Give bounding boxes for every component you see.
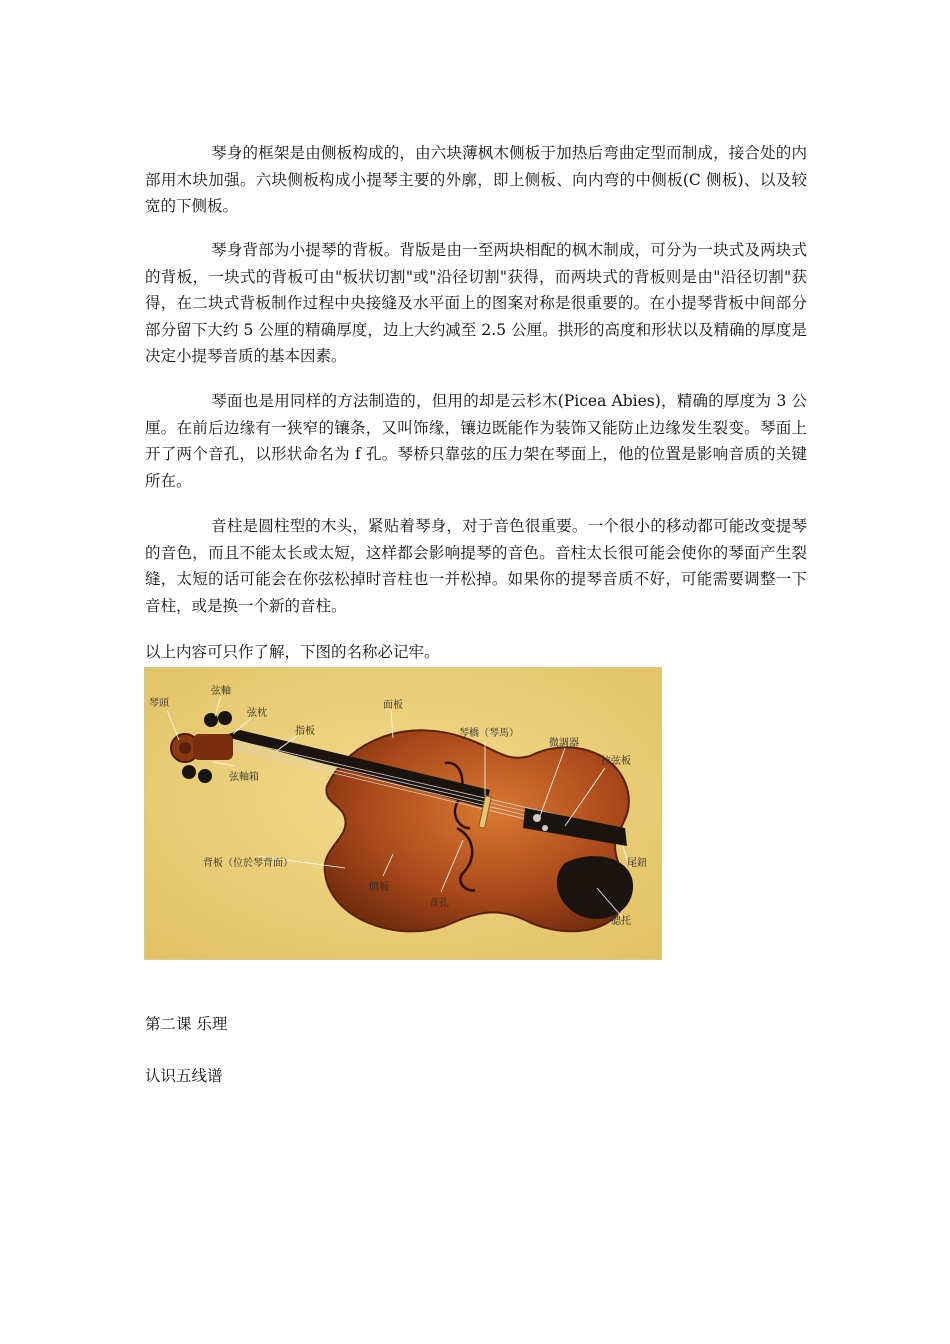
label-ribs: 側板	[369, 882, 389, 893]
paragraph-top-text: 琴面也是用同样的方法制造的，但用的却是云杉木(Picea Abies)，精确的厚度为 3 公厘。在前后边缘有一狭窄的镶条，又叫饰缘，镶边既能作为装饰又能防止边缘发生裂变。琴面上开了两个音孔，以形状命名为 f 孔。琴桥只靠弦的压力架在琴面上，他的位置是影响音质的关键所在。	[145, 392, 807, 490]
paragraph-back-text: 琴身背部为小提琴的背板。背版是由一至两块相配的枫木制成，可分为一块式及两块式的背板，一块式的背板可由"板状切割"或"沿径切割"获得，而两块式的背板则是由"沿径切割"获得，在二块式背板制作过程中央接缝及水平面上的图案对称是很重要的。在小提琴背板中间部分部分留下大约 5 公厘的精确厚度，边上大约减至 2.5 公厘。拱形的高度和形状以及精确的厚度是决定小提琴音质的基本因素。	[145, 241, 807, 365]
paragraph-top	[145, 388, 807, 494]
violin-diagram-svg	[145, 668, 661, 959]
label-scroll: 琴頭	[149, 698, 169, 709]
label-nut: 弦枕	[247, 708, 267, 719]
paragraph-back	[145, 237, 807, 370]
lesson-title: 第二课 乐理	[145, 1015, 228, 1033]
paragraph-soundpost-text: 音柱是圆柱型的木头，紧贴着琴身，对于音色很重要。一个很小的移动都可能改变提琴的音色，而且不能太长或太短，这样都会影响提琴的音色。音柱太长很可能会使你的琴面产生裂缝，太短的话可能会在你弦松掉时音柱也一并松掉。如果你的提琴音质不好，可能需要调整一下音柱，或是换一个新的音柱。	[145, 517, 807, 615]
label-bridge: 琴橋（琴馬）	[459, 728, 519, 739]
label-f-hole: 音孔	[429, 898, 449, 909]
label-back: 背板（位於琴背面）	[203, 858, 293, 869]
label-fine-tuner: 微調器	[549, 738, 579, 749]
label-chinrest: 腮托	[611, 916, 631, 927]
paragraph-soundpost	[145, 513, 807, 619]
note-line: 以上内容可只作了解，下图的名称必记牢。	[145, 643, 440, 661]
label-pegs: 弦軸	[211, 686, 231, 697]
pegbox-shape	[193, 734, 233, 760]
lesson-subtitle: 认识五线谱	[145, 1067, 223, 1085]
violin-diagram	[144, 667, 662, 960]
label-top: 面板	[383, 700, 403, 711]
paragraph-ribs-text: 琴身的框架是由侧板构成的，由六块薄枫木侧板于加热后弯曲定型而制成，接合处的内部用木块加强。六块侧板构成小提琴主要的外廓，即上侧板、向内弯的中侧板(C 侧板)、以及较宽的下侧板。	[145, 144, 807, 215]
fine-tuner-shape	[533, 814, 541, 822]
label-end-button: 尾鈕	[627, 858, 647, 869]
label-pegbox: 弦軸箱	[229, 772, 259, 783]
paragraph-ribs	[145, 140, 807, 220]
label-tailpiece: 拉弦板	[601, 756, 631, 767]
label-fingerboard: 指板	[295, 726, 315, 737]
